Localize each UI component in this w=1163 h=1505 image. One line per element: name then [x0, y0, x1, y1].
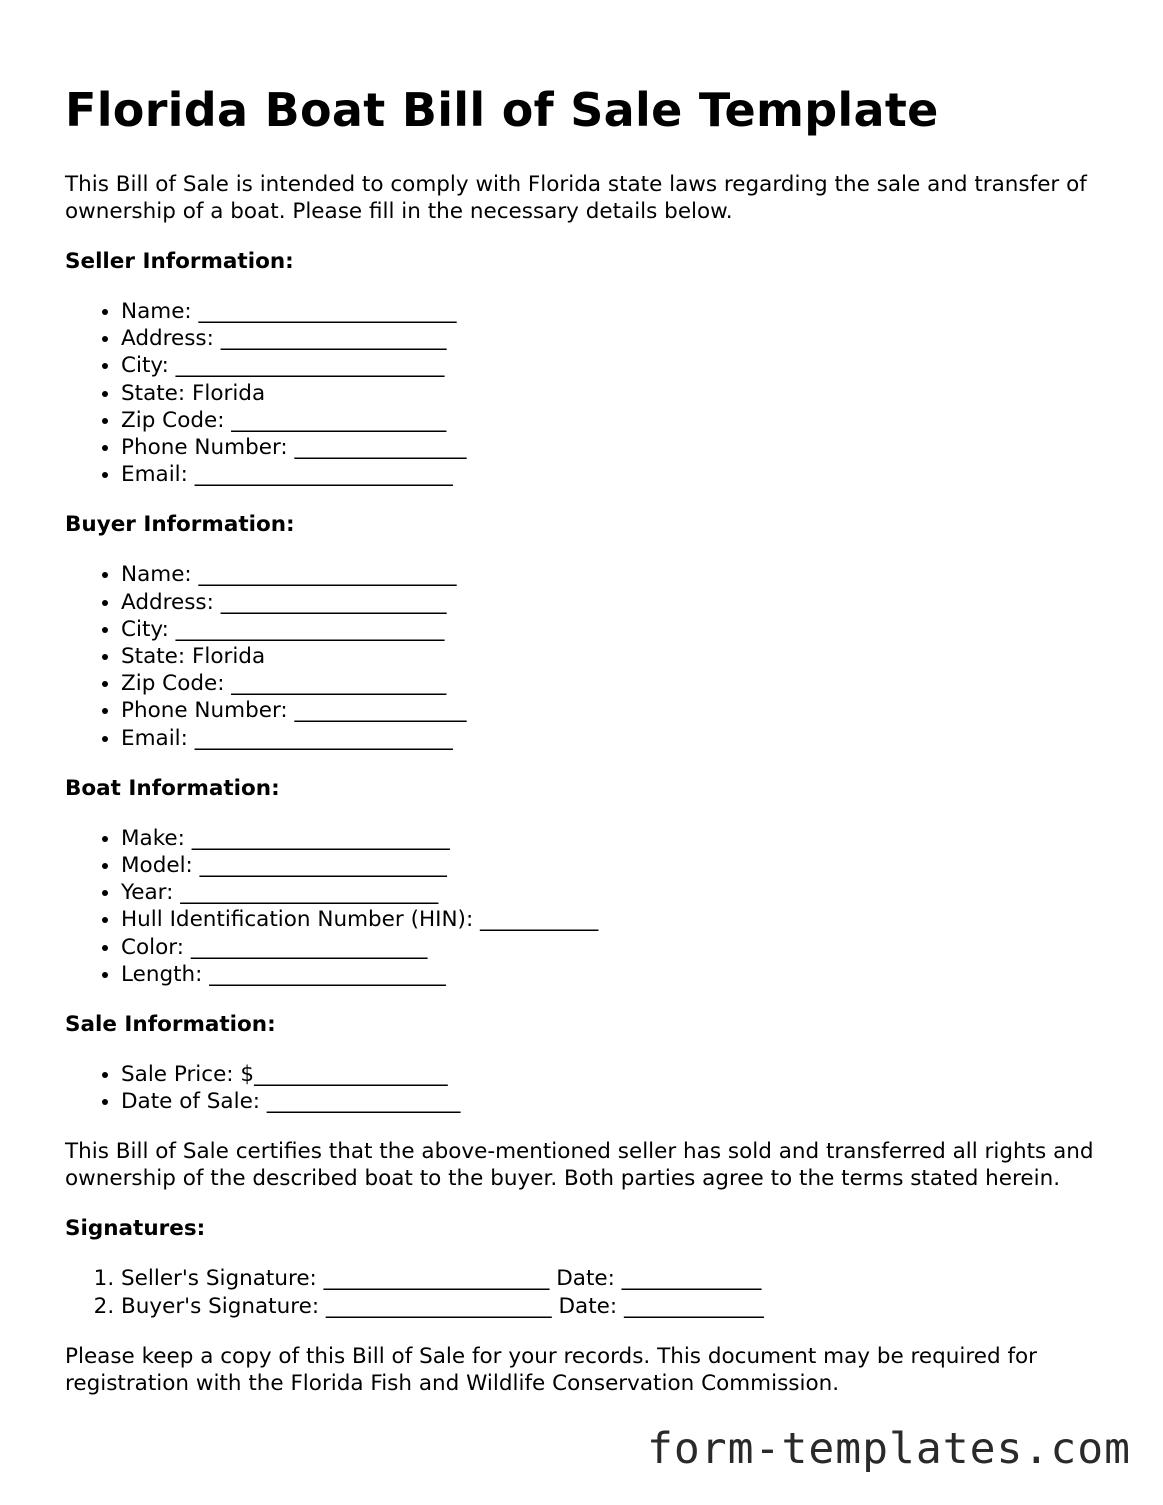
- sale-price-field: • Sale Price: $__________________: [121, 1061, 1125, 1088]
- seller-zip-field: • Zip Code: ____________________: [121, 407, 1125, 434]
- signatures-heading: Signatures:: [65, 1216, 206, 1242]
- sale-date-field: • Date of Sale: __________________: [121, 1088, 1125, 1115]
- buyer-field-list: [65, 561, 1125, 751]
- buyer-heading: Buyer Information:: [65, 512, 295, 538]
- buyer-phone-field: • Phone Number: ________________: [121, 697, 1125, 724]
- seller-signature-field: 1. Seller's Signature: _____________________ Date: _____________: [121, 1265, 1125, 1292]
- buyer-city-field: • City: _________________________: [121, 616, 1125, 643]
- closing-paragraph: Please keep a copy of this Bill of Sale for your records. This document may be required for registration with the Florida Fish and Wildlife Conservation Commission.: [65, 1343, 1038, 1396]
- seller-state-field: • State: Florida: [121, 380, 1125, 407]
- sale-heading: Sale Information:: [65, 1012, 276, 1038]
- buyer-signature-field: 2. Buyer's Signature: _____________________ Date: _____________: [121, 1293, 1125, 1320]
- intro-paragraph: This Bill of Sale is intended to comply with Florida state laws regarding the sale and transfer of ownership of a boat. Please fill in the necessary details below.: [65, 172, 1087, 224]
- page-title: Florida Boat Bill of Sale Template: [65, 83, 939, 137]
- certification-paragraph: This Bill of Sale certifies that the above-mentioned seller has sold and transferred all rights and ownership of the described boat to the buyer. Both parties agree to the terms stated herein.: [65, 1139, 1094, 1192]
- buyer-name-field: • Name: ________________________: [121, 561, 1125, 588]
- signature-list: [65, 1265, 1125, 1319]
- buyer-zip-field: • Zip Code: ____________________: [121, 670, 1125, 697]
- seller-address-field: • Address: _____________________: [121, 325, 1125, 352]
- seller-heading: Seller Information:: [65, 249, 294, 274]
- seller-city-field: • City: _________________________: [121, 352, 1125, 379]
- boat-color-field: • Color: ______________________: [121, 934, 1125, 961]
- boat-make-field: • Make: ________________________: [121, 825, 1125, 852]
- boat-model-field: • Model: _______________________: [121, 852, 1125, 879]
- buyer-email-field: • Email: ________________________: [121, 725, 1125, 752]
- document-page: [65, 78, 1125, 1420]
- seller-phone-field: • Phone Number: ________________: [121, 434, 1125, 461]
- buyer-state-field: • State: Florida: [121, 643, 1125, 670]
- site-watermark: form-templates.com: [647, 1424, 1131, 1474]
- boat-hin-field: • Hull Identification Number (HIN): ___________: [121, 906, 1125, 933]
- boat-length-field: • Length: ______________________: [121, 961, 1125, 988]
- boat-field-list: [65, 825, 1125, 988]
- seller-field-list: [65, 298, 1125, 488]
- boat-year-field: • Year: ________________________: [121, 879, 1125, 906]
- sale-field-list: [65, 1061, 1125, 1115]
- buyer-address-field: • Address: _____________________: [121, 589, 1125, 616]
- seller-name-field: • Name: ________________________: [121, 298, 1125, 325]
- seller-email-field: • Email: ________________________: [121, 461, 1125, 488]
- boat-heading: Boat Information:: [65, 775, 280, 801]
